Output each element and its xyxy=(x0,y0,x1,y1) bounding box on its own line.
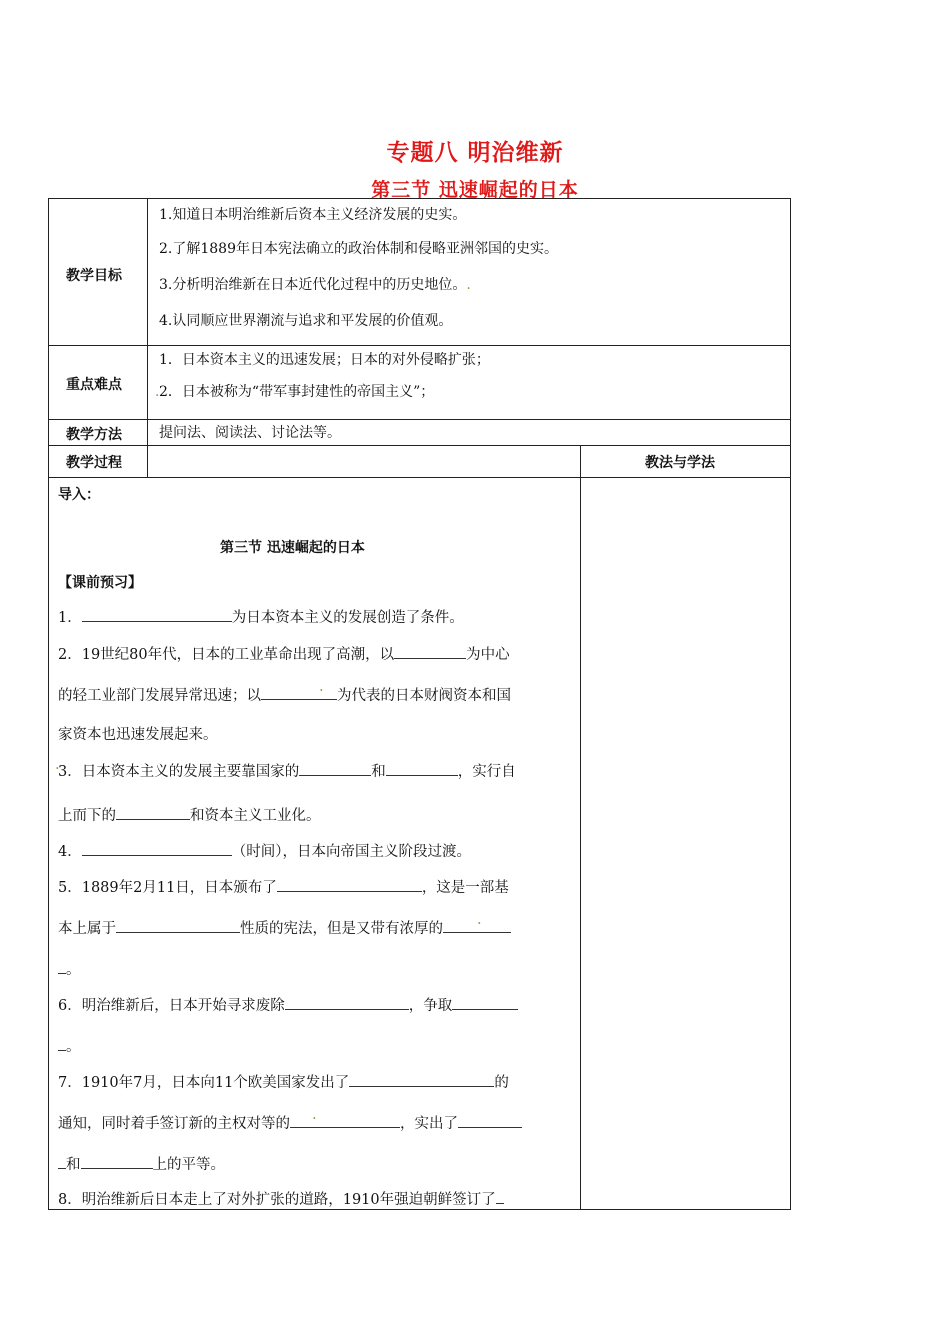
question-2-line3: 家资本也迅速发展起来。 xyxy=(58,727,218,743)
goals-row-divider xyxy=(148,198,791,346)
fill-blank[interactable] xyxy=(349,1072,494,1087)
method-col-label: 教法与学法 xyxy=(645,455,715,471)
question-1: 1． 为日本资本主义的发展创造了条件。 xyxy=(58,606,464,627)
key-point-item: . 2．日本被称为“带军事封建性的帝国主义”； xyxy=(155,384,435,400)
question-8: 8．明治维新后日本走上了对外扩张的道路，1910年强迫朝鲜签订了 xyxy=(58,1188,504,1209)
section-title: 第三节 迅速崛起的日本 xyxy=(220,540,365,556)
preview-heading: 【课前预习】 xyxy=(58,575,142,591)
fill-blank[interactable] xyxy=(386,761,458,776)
question-7: 7．1910年7月，日本向11个欧美国家发出了 的 xyxy=(58,1071,509,1092)
fill-blank[interactable] xyxy=(58,959,66,974)
fill-blank[interactable]: . xyxy=(261,685,337,700)
question-5-line2: 本上属于 性质的宪法，但是又带有浓厚的 . xyxy=(58,917,511,938)
question-7-line3: 和 上的平等。 xyxy=(58,1153,225,1174)
fill-blank[interactable] xyxy=(394,644,466,659)
goal-item: 2.了解1889年日本宪法确立的政治体制和侵略亚洲邻国的史实。 xyxy=(159,241,558,257)
fill-blank[interactable] xyxy=(458,1113,522,1128)
fill-blank[interactable] xyxy=(116,918,240,933)
fill-blank[interactable]: . xyxy=(443,918,511,933)
key-row-divider xyxy=(148,346,791,420)
goal-item: 1.知道日本明治维新后资本主义经济发展的史实。 xyxy=(159,207,467,223)
question-3: . 3．日本资本主义的发展主要靠国家的 和 ，实行自 xyxy=(55,757,516,780)
process-label: 教学过程 xyxy=(66,455,122,471)
fill-blank[interactable] xyxy=(285,995,409,1010)
question-6: 6．明治维新后，日本开始寻求废除 ，争取 xyxy=(58,994,518,1015)
fill-blank[interactable] xyxy=(116,805,190,820)
goal-item: 4.认同顺应世界潮流与追求和平发展的价值观。 xyxy=(159,313,453,329)
question-7-line2: 通知，同时着手签订新的主权对等的 . ，实出了 xyxy=(58,1112,522,1133)
fill-blank[interactable] xyxy=(496,1189,504,1204)
method-value: 提问法、阅读法、讨论法等。 xyxy=(159,425,341,441)
question-4: 4． （时间），日本向帝国主义阶段过渡。 xyxy=(58,840,471,861)
fill-blank[interactable]: . xyxy=(290,1113,400,1128)
question-5-line3: 。 xyxy=(58,958,81,979)
key-label: 重点难点 xyxy=(66,377,122,393)
fill-blank[interactable] xyxy=(81,1154,153,1169)
question-5: 5．1889年2月11日，日本颁布了 ，这是一部基 xyxy=(58,876,509,897)
key-point-item: 1．日本资本主义的迅速发展；日本的对外侵略扩张； xyxy=(159,352,490,368)
question-2-line2: 的轻工业部门发展异常迅速；以 . 为代表的日本财阀资本和国 xyxy=(58,679,511,704)
fill-blank[interactable] xyxy=(277,877,422,892)
question-6-line2: 。 xyxy=(58,1035,81,1056)
page-title: 专题八 明治维新 xyxy=(386,140,564,166)
intro-label: 导入： xyxy=(58,487,100,503)
fill-blank[interactable] xyxy=(82,841,232,856)
page-subtitle: 第三节 迅速崛起的日本 xyxy=(371,179,579,201)
question-3-line2: 上而下的 和资本主义工业化。 xyxy=(58,804,321,825)
fill-blank[interactable] xyxy=(299,761,371,776)
fill-blank[interactable] xyxy=(58,1154,66,1169)
method-row-divider xyxy=(148,420,791,446)
goals-label: 教学目标 xyxy=(66,268,122,284)
fill-blank[interactable] xyxy=(58,1036,66,1051)
fill-blank[interactable] xyxy=(82,607,232,622)
process-blank-cell xyxy=(148,446,581,478)
fill-blank[interactable] xyxy=(452,995,518,1010)
goal-item: 3.分析明治维新在日本近代化过程中的历史地位。. xyxy=(159,277,471,293)
method-label: 教学方法 xyxy=(66,427,122,443)
question-2: 2．19世纪80年代，日本的工业革命出现了高潮，以 为中心 xyxy=(58,643,510,664)
